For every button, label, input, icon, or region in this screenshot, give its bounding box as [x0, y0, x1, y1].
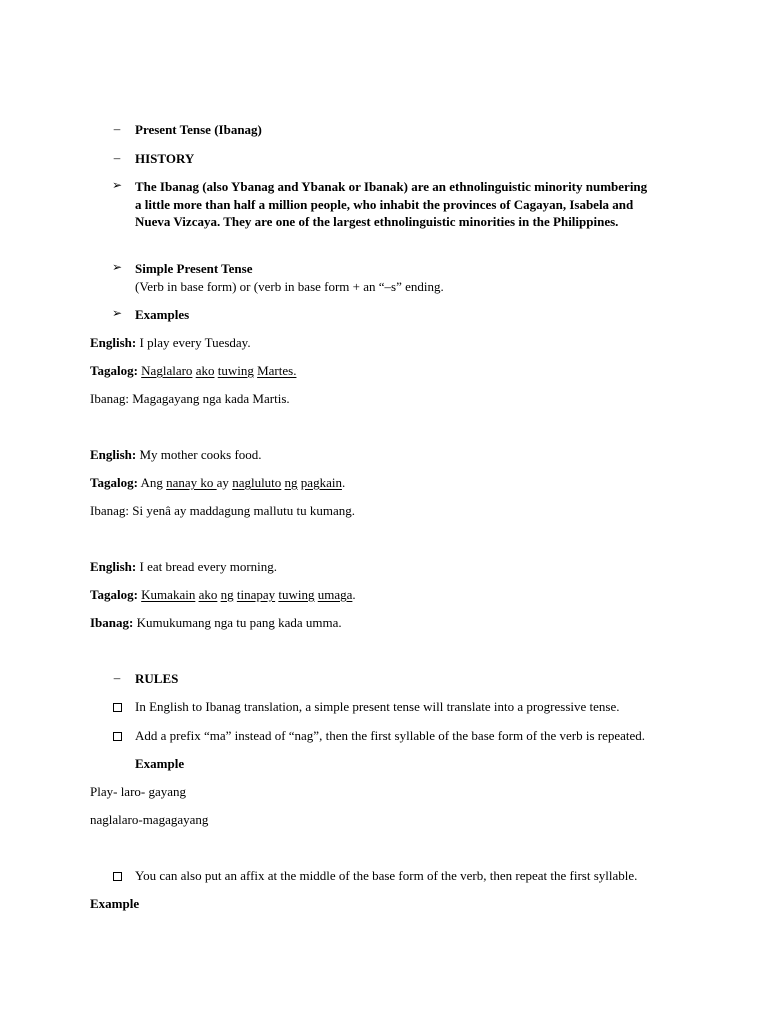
example-line: naglalaro-magagayang — [90, 812, 209, 827]
tagalog-word: umaga — [317, 587, 353, 602]
tagalog-word: Martes. — [257, 363, 297, 378]
tagalog-word: Ang — [140, 475, 163, 490]
example-line: Play- laro- gayang — [90, 784, 187, 799]
english-label: English: — [90, 335, 137, 350]
example-english-line — [90, 334, 251, 351]
rule-item: You can also put an affix at the middle of the base form of the verb, then repeat the first syllable. — [135, 868, 638, 883]
tagalog-word: ako — [198, 587, 218, 602]
english-sentence: My mother cooks food. — [136, 447, 262, 462]
ibanag-label: Ibanag: — [90, 503, 129, 518]
tagalog-word: Kumakain — [141, 587, 196, 602]
rule-item: Add a prefix “ma” instead of “nag”, then the first syllable of the base form of the verb is repeated. — [135, 728, 646, 743]
tagalog-label: Tagalog: — [90, 363, 138, 378]
tagalog-word: tuwing — [217, 363, 254, 378]
tagalog-word: tuwing — [278, 587, 315, 602]
arrow-bullet-icon: ➢ — [111, 178, 123, 192]
tagalog-word: pagkain — [300, 475, 342, 490]
example-ibanag-line — [90, 614, 342, 631]
tagalog-word: nanay ko — [166, 475, 217, 490]
ibanag-sentence: Kumukumang nga tu pang kada umma. — [133, 615, 342, 630]
ibanag-label: Ibanag: — [90, 615, 134, 630]
checkbox-bullet-icon — [107, 867, 127, 883]
simple-present-description: (Verb in base form) or (verb in base form + an “–s” ending. — [135, 279, 444, 294]
example-ibanag-line — [90, 502, 355, 519]
examples-title: Examples — [135, 307, 190, 322]
arrow-bullet-icon: ➢ — [111, 260, 123, 274]
tagalog-word: nagluluto — [232, 475, 282, 490]
dash-bullet: – — [113, 150, 121, 165]
tagalog-word: Naglalaro — [141, 363, 193, 378]
tagalog-word: ng — [220, 587, 234, 602]
ibanag-sentence: Si yenâ ay maddagung mallutu tu kumang. — [128, 503, 355, 518]
tagalog-period: . — [352, 587, 356, 602]
tagalog-period: . — [341, 475, 346, 490]
english-sentence: I play every Tuesday. — [136, 335, 251, 350]
tagalog-word: ako — [195, 363, 215, 378]
example-english-line — [90, 446, 262, 463]
dash-bullet: – — [113, 121, 121, 136]
example-ibanag-line — [90, 390, 290, 407]
example-english-line — [90, 558, 277, 575]
checkbox-bullet-icon — [107, 698, 127, 714]
simple-present-title: Simple Present Tense — [135, 261, 253, 276]
english-sentence: I eat bread every morning. — [136, 559, 278, 574]
rule-item: In English to Ibanag translation, a simple present tense will translate into a progressive tense. — [135, 699, 620, 714]
english-label: English: — [90, 447, 137, 462]
history-paragraph: The Ibanag (also Ybanag and Ybanak or Ibanak) are an ethnolinguistic minority numbering a little more than half a million people, who inhabit the provinces of Cagayan, Isabela and Nueva Vizcaya. They are one of the largest ethnolinguistic minorities in the Philippines. — [135, 179, 648, 229]
tagalog-word: tinapay — [236, 587, 276, 602]
history-title: HISTORY — [135, 151, 195, 166]
present-tense-title: Present Tense (Ibanag) — [135, 122, 262, 137]
checkbox-bullet-icon — [107, 727, 127, 743]
example-label: Example — [90, 896, 140, 911]
tagalog-word: ay — [216, 475, 229, 490]
tagalog-word: ng — [284, 475, 298, 490]
tagalog-label: Tagalog: — [90, 475, 138, 490]
example-tagalog-line — [90, 474, 345, 491]
ibanag-label: Ibanag: — [90, 391, 129, 406]
example-tagalog-line — [90, 362, 296, 379]
arrow-bullet-icon: ➢ — [111, 306, 123, 320]
dash-bullet: – — [113, 670, 121, 685]
english-label: English: — [90, 559, 137, 574]
example-tagalog-line — [90, 586, 356, 603]
example-label: Example — [135, 756, 185, 771]
rules-title: RULES — [135, 671, 179, 686]
tagalog-label: Tagalog: — [90, 587, 138, 602]
ibanag-sentence: Magagayang nga kada Martis. — [128, 391, 290, 406]
